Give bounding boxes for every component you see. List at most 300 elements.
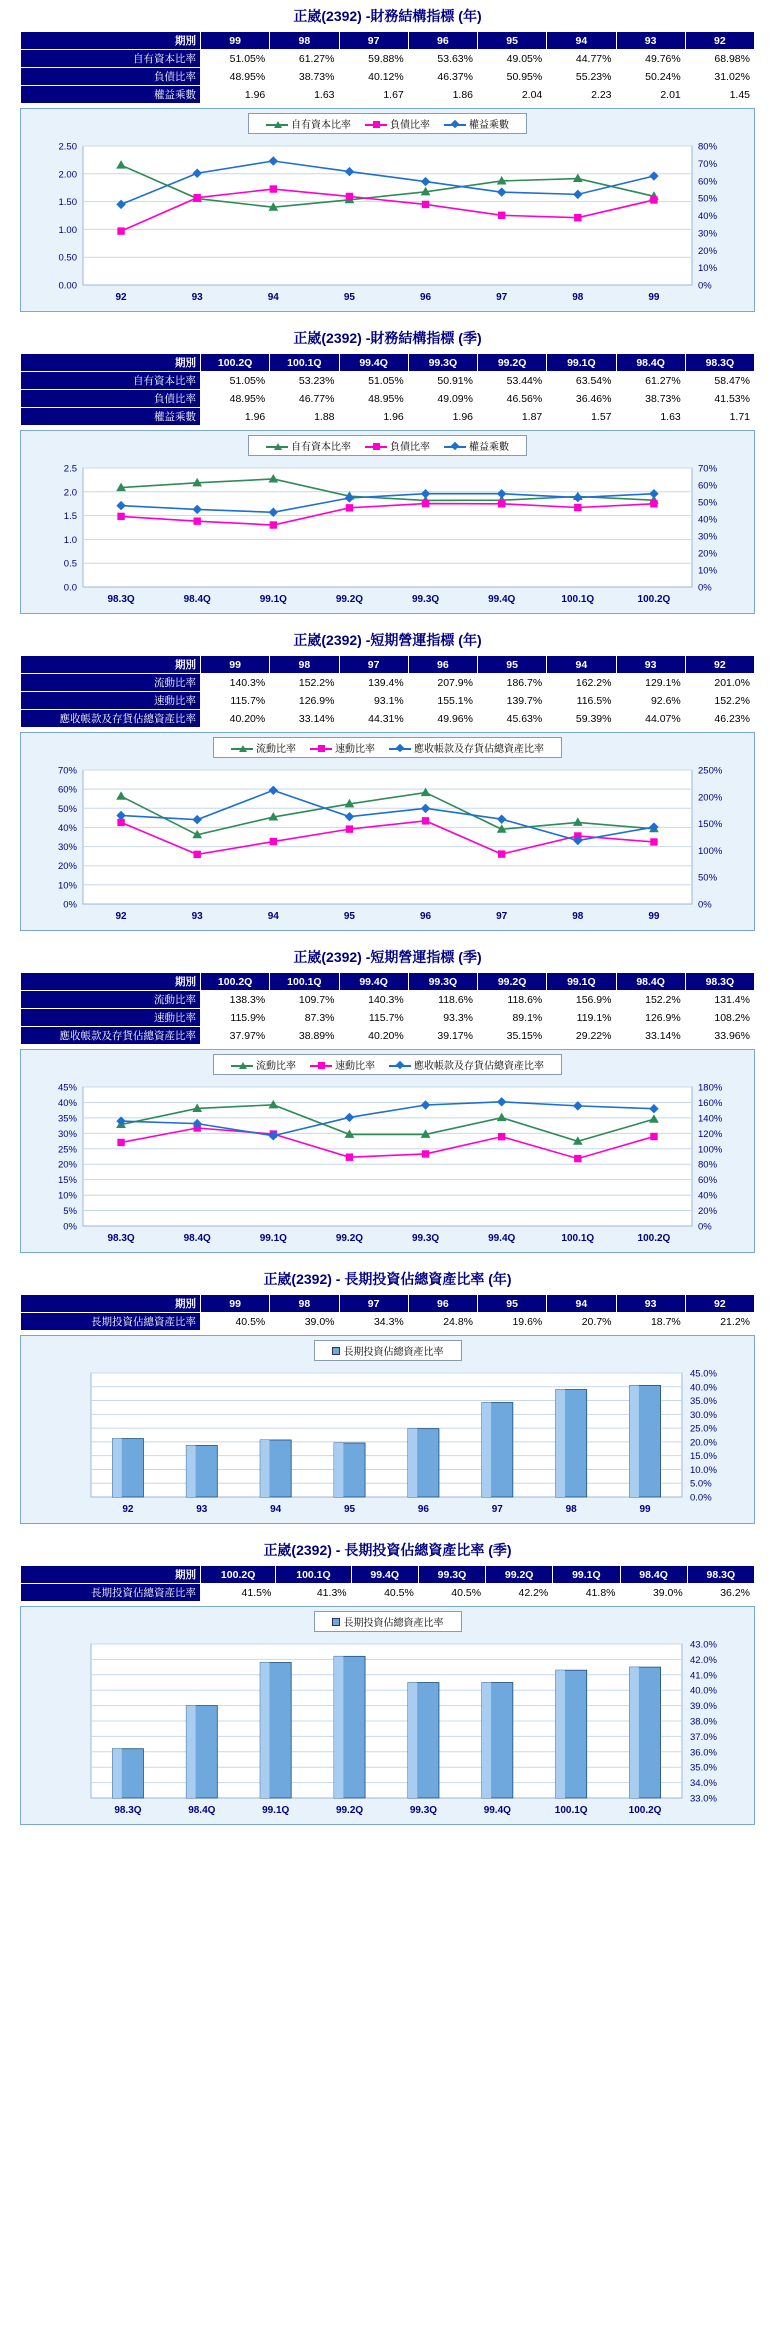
table-row: [21, 1009, 755, 1027]
table-cell: 39.0%: [270, 1313, 339, 1331]
svg-text:30.0%: 30.0%: [690, 1409, 717, 1421]
data-table: [20, 353, 755, 426]
table-cell: 46.37%: [408, 68, 477, 86]
table-cell: 53.44%: [478, 372, 547, 390]
period-column-header: 99.3Q: [418, 1566, 485, 1584]
table-cell: 41.53%: [685, 390, 754, 408]
legend-label: 自有資本比率: [291, 120, 351, 131]
svg-text:1.50: 1.50: [58, 197, 77, 209]
legend-line: [389, 1065, 411, 1067]
table-cell: 40.5%: [201, 1313, 270, 1331]
table-cell: 33.14%: [616, 1027, 685, 1045]
svg-text:250%: 250%: [698, 765, 723, 777]
svg-text:45%: 45%: [57, 1082, 77, 1094]
table-cell: 140.3%: [201, 674, 270, 692]
svg-text:100.2Q: 100.2Q: [637, 1233, 671, 1244]
table-row: [21, 372, 755, 390]
legend-label: 長期投資佔總資產比率: [343, 1618, 444, 1629]
legend-marker: [373, 121, 380, 128]
svg-text:5%: 5%: [63, 1206, 77, 1218]
table-cell: 152.2%: [685, 692, 754, 710]
legend-label: 權益乘數: [469, 120, 509, 131]
period-column-header: 97: [339, 32, 408, 50]
table-header-row: [21, 354, 755, 372]
legend-line: [365, 124, 387, 126]
section-title: 正崴(2392) -短期營運指標 (季): [293, 949, 482, 965]
section-title: 正崴(2392) -財務結構指標 (年): [293, 8, 482, 24]
chart-legend: [21, 1050, 754, 1077]
period-column-header: 98.4Q: [616, 973, 685, 991]
svg-text:40%: 40%: [57, 1097, 77, 1109]
table-cell: 59.88%: [339, 50, 408, 68]
svg-text:99: 99: [648, 911, 660, 922]
table-cell: 55.23%: [547, 68, 616, 86]
svg-text:36.0%: 36.0%: [690, 1747, 717, 1759]
svg-text:99: 99: [648, 292, 660, 303]
svg-text:99.2Q: 99.2Q: [335, 1233, 364, 1244]
table-cell: 186.7%: [478, 674, 547, 692]
legend-swatch: [332, 1618, 340, 1626]
row-label: 應收帳款及存貨佔總資產比率: [21, 710, 201, 728]
svg-text:33.0%: 33.0%: [690, 1793, 717, 1805]
data-table: [20, 1565, 755, 1602]
chart-legend: [21, 109, 754, 136]
svg-text:97: 97: [496, 292, 508, 303]
legend-line: [310, 748, 332, 750]
table-cell: 48.95%: [339, 390, 408, 408]
svg-text:0%: 0%: [63, 1221, 77, 1233]
chart-canvas: [21, 1077, 754, 1252]
legend-line: [365, 446, 387, 448]
table-cell: 1.45: [685, 86, 754, 104]
svg-text:45.0%: 45.0%: [690, 1368, 717, 1380]
table-cell: 41.8%: [553, 1584, 620, 1602]
svg-text:70%: 70%: [698, 463, 718, 475]
svg-text:60%: 60%: [698, 480, 718, 492]
svg-text:37.0%: 37.0%: [690, 1731, 717, 1743]
chart-legend: [21, 1607, 754, 1634]
svg-text:98.4Q: 98.4Q: [183, 1233, 211, 1244]
table-cell: 31.02%: [685, 68, 754, 86]
legend-line: [444, 446, 466, 448]
legend-item: [365, 116, 430, 131]
table-cell: 35.15%: [478, 1027, 547, 1045]
plot-area: [21, 1077, 754, 1252]
table-cell: 115.7%: [201, 692, 270, 710]
plot-area: [21, 1634, 754, 1824]
table-cell: 40.5%: [418, 1584, 485, 1602]
table-header-row: [21, 1295, 755, 1313]
legend-line: [444, 124, 466, 126]
table-cell: 50.91%: [408, 372, 477, 390]
chart-container: [20, 732, 755, 931]
legend-label: 負債比率: [390, 442, 430, 453]
data-table: [20, 655, 755, 728]
table-cell: 126.9%: [270, 692, 339, 710]
table-row: [21, 674, 755, 692]
svg-text:50%: 50%: [698, 193, 718, 205]
svg-text:40%: 40%: [57, 822, 77, 834]
table-cell: 118.6%: [408, 991, 477, 1009]
table-cell: 61.27%: [270, 50, 339, 68]
svg-text:60%: 60%: [698, 176, 718, 188]
table-cell: 1.71: [685, 408, 754, 426]
svg-text:0%: 0%: [698, 1221, 712, 1233]
period-column-header: 100.1Q: [276, 1566, 351, 1584]
period-column-header: 100.1Q: [270, 354, 339, 372]
period-column-header: 97: [339, 1295, 408, 1313]
table-cell: 201.0%: [685, 674, 754, 692]
table-cell: 20.7%: [547, 1313, 616, 1331]
svg-text:15.0%: 15.0%: [690, 1451, 717, 1463]
legend-box: [213, 737, 562, 758]
svg-text:41.0%: 41.0%: [690, 1670, 717, 1682]
svg-text:70%: 70%: [698, 158, 718, 170]
table-header-row: [21, 32, 755, 50]
legend-item: [266, 438, 351, 453]
legend-box: [248, 435, 527, 456]
period-column-header: 99: [201, 656, 270, 674]
table-cell: 33.96%: [685, 1027, 754, 1045]
row-label: 負債比率: [21, 68, 201, 86]
table-cell: 45.63%: [478, 710, 547, 728]
period-column-header: 94: [547, 1295, 616, 1313]
period-column-header: 99.1Q: [547, 354, 616, 372]
svg-text:50%: 50%: [698, 872, 718, 884]
table-row: [21, 68, 755, 86]
table-header-row: [21, 1566, 755, 1584]
svg-text:98.3Q: 98.3Q: [107, 594, 135, 605]
svg-text:35.0%: 35.0%: [690, 1762, 717, 1774]
svg-text:100.2Q: 100.2Q: [628, 1805, 662, 1816]
legend-item: [389, 1057, 544, 1072]
legend-swatch: [332, 1347, 340, 1355]
table-cell: 33.14%: [270, 710, 339, 728]
period-column-header: 98.3Q: [687, 1566, 754, 1584]
plot-area: [21, 458, 754, 613]
table-cell: 1.63: [270, 86, 339, 104]
svg-text:30%: 30%: [698, 531, 718, 543]
svg-text:10%: 10%: [57, 880, 77, 892]
svg-text:99.1Q: 99.1Q: [259, 1233, 287, 1244]
table-cell: 207.9%: [408, 674, 477, 692]
table-cell: 49.96%: [408, 710, 477, 728]
table-cell: 40.20%: [339, 1027, 408, 1045]
svg-text:43.0%: 43.0%: [690, 1639, 717, 1651]
svg-text:93: 93: [191, 292, 203, 303]
table-row: [21, 1584, 755, 1602]
svg-text:0.00: 0.00: [58, 280, 77, 292]
table-cell: 152.2%: [616, 991, 685, 1009]
svg-text:40.0%: 40.0%: [690, 1382, 717, 1394]
legend-marker: [239, 745, 247, 752]
svg-text:50%: 50%: [57, 803, 77, 815]
table-cell: 51.05%: [339, 372, 408, 390]
legend-line: [231, 1065, 253, 1067]
legend-line: [231, 748, 253, 750]
svg-text:100%: 100%: [698, 845, 723, 857]
table-cell: 116.5%: [547, 692, 616, 710]
svg-text:10%: 10%: [698, 263, 718, 275]
row-label: 負債比率: [21, 390, 201, 408]
table-cell: 138.3%: [201, 991, 270, 1009]
data-table: [20, 31, 755, 104]
svg-text:92: 92: [122, 1504, 134, 1515]
svg-text:180%: 180%: [698, 1082, 723, 1094]
chart-container: [20, 430, 755, 614]
legend-marker: [239, 1062, 247, 1069]
table-cell: 1.96: [201, 408, 270, 426]
legend-marker: [451, 442, 459, 450]
table-cell: 1.57: [547, 408, 616, 426]
svg-text:40.0%: 40.0%: [690, 1685, 717, 1697]
period-column-header: 98: [270, 1295, 339, 1313]
svg-text:160%: 160%: [698, 1097, 723, 1109]
legend-label: 自有資本比率: [291, 442, 351, 453]
table-row: [21, 692, 755, 710]
svg-text:20%: 20%: [57, 861, 77, 873]
chart-legend: [21, 431, 754, 458]
svg-text:42.0%: 42.0%: [690, 1654, 717, 1666]
svg-text:99.4Q: 99.4Q: [488, 594, 516, 605]
table-cell: 40.5%: [351, 1584, 418, 1602]
row-label: 流動比率: [21, 991, 201, 1009]
table-cell: 59.39%: [547, 710, 616, 728]
legend-line: [389, 748, 411, 750]
table-cell: 34.3%: [339, 1313, 408, 1331]
svg-text:0%: 0%: [63, 899, 77, 911]
svg-text:98.4Q: 98.4Q: [183, 594, 211, 605]
legend-line: [266, 124, 288, 126]
period-column-header: 100.2Q: [201, 973, 270, 991]
table-cell: 39.0%: [620, 1584, 687, 1602]
table-cell: 129.1%: [616, 674, 685, 692]
svg-text:100%: 100%: [698, 1144, 723, 1156]
table-cell: 46.23%: [685, 710, 754, 728]
table-cell: 87.3%: [270, 1009, 339, 1027]
table-cell: 1.63: [616, 408, 685, 426]
table-cell: 50.95%: [478, 68, 547, 86]
table-cell: 118.6%: [478, 991, 547, 1009]
table-cell: 115.7%: [339, 1009, 408, 1027]
legend-marker: [451, 120, 459, 128]
table-cell: 2.01: [616, 86, 685, 104]
svg-text:0%: 0%: [698, 582, 712, 594]
legend-label: 速動比率: [335, 744, 375, 755]
report-section: [0, 1534, 775, 1825]
svg-text:96: 96: [420, 292, 432, 303]
plot-area: [21, 1363, 754, 1523]
legend-item: [310, 740, 375, 755]
table-cell: 38.89%: [270, 1027, 339, 1045]
table-cell: 93.3%: [408, 1009, 477, 1027]
svg-text:99.2Q: 99.2Q: [335, 1805, 364, 1816]
legend-marker: [396, 1061, 404, 1069]
table-cell: 19.6%: [478, 1313, 547, 1331]
period-column-header: 100.2Q: [201, 354, 270, 372]
table-row: [21, 710, 755, 728]
svg-text:100.1Q: 100.1Q: [561, 594, 595, 605]
svg-text:1.5: 1.5: [63, 511, 77, 523]
table-cell: 24.8%: [408, 1313, 477, 1331]
row-label: 長期投資佔總資產比率: [21, 1313, 201, 1331]
svg-text:0%: 0%: [698, 280, 712, 292]
table-cell: 139.7%: [478, 692, 547, 710]
period-column-header: 94: [547, 32, 616, 50]
period-column-header: 98.4Q: [620, 1566, 687, 1584]
svg-text:99.3Q: 99.3Q: [411, 1233, 440, 1244]
row-label: 流動比率: [21, 674, 201, 692]
table-cell: 92.6%: [616, 692, 685, 710]
section-title: 正崴(2392) -財務結構指標 (季): [293, 330, 482, 346]
period-column-header: 98: [270, 656, 339, 674]
table-cell: 89.1%: [478, 1009, 547, 1027]
period-column-header: 93: [616, 32, 685, 50]
svg-text:60%: 60%: [698, 1175, 718, 1187]
legend-item: [365, 438, 430, 453]
legend-marker: [274, 121, 282, 128]
table-cell: 21.2%: [685, 1313, 754, 1331]
table-cell: 46.77%: [270, 390, 339, 408]
table-cell: 1.86: [408, 86, 477, 104]
table-cell: 139.4%: [339, 674, 408, 692]
table-cell: 48.95%: [201, 390, 270, 408]
section-title: 正崴(2392) -短期營運指標 (年): [293, 632, 482, 648]
svg-text:30%: 30%: [57, 1128, 77, 1140]
svg-text:99.4Q: 99.4Q: [488, 1233, 516, 1244]
table-cell: 126.9%: [616, 1009, 685, 1027]
legend-item: [266, 116, 351, 131]
legend-label: 流動比率: [256, 1061, 296, 1072]
svg-text:100.1Q: 100.1Q: [554, 1805, 588, 1816]
svg-text:94: 94: [270, 1504, 282, 1515]
period-column-header: 97: [339, 656, 408, 674]
period-column-header: 99: [201, 32, 270, 50]
table-cell: 119.1%: [547, 1009, 616, 1027]
svg-text:30%: 30%: [57, 842, 77, 854]
svg-text:40%: 40%: [698, 1190, 718, 1202]
row-label: 權益乘數: [21, 86, 201, 104]
table-row: [21, 408, 755, 426]
legend-item: [444, 438, 509, 453]
period-column-header: 95: [478, 1295, 547, 1313]
svg-text:25.0%: 25.0%: [690, 1423, 717, 1435]
table-cell: 50.24%: [616, 68, 685, 86]
svg-text:80%: 80%: [698, 141, 718, 153]
svg-text:10%: 10%: [698, 565, 718, 577]
table-cell: 63.54%: [547, 372, 616, 390]
legend-item: [332, 1343, 444, 1358]
period-header: 期別: [21, 656, 201, 674]
table-cell: 1.96: [201, 86, 270, 104]
legend-marker: [318, 745, 325, 752]
legend-item: [332, 1614, 444, 1629]
table-header-row: [21, 973, 755, 991]
period-column-header: 100.2Q: [201, 1566, 276, 1584]
svg-text:99.2Q: 99.2Q: [335, 594, 364, 605]
table-cell: 44.31%: [339, 710, 408, 728]
legend-item: [310, 1057, 375, 1072]
svg-text:20%: 20%: [698, 245, 718, 257]
table-cell: 68.98%: [685, 50, 754, 68]
svg-text:98: 98: [572, 911, 584, 922]
table-cell: 44.77%: [547, 50, 616, 68]
table-row: [21, 991, 755, 1009]
period-column-header: 95: [478, 32, 547, 50]
report-section: [0, 322, 775, 614]
section-title: 正崴(2392) - 長期投資佔總資產比率 (年): [263, 1271, 512, 1287]
data-table: [20, 1294, 755, 1331]
svg-text:1.00: 1.00: [58, 224, 77, 236]
table-row: [21, 50, 755, 68]
row-label: 應收帳款及存貨佔總資產比率: [21, 1027, 201, 1045]
table-cell: 49.05%: [478, 50, 547, 68]
svg-text:98: 98: [565, 1504, 577, 1515]
svg-text:94: 94: [267, 292, 279, 303]
legend-marker: [396, 744, 404, 752]
report-section: [0, 0, 775, 312]
report-section: [0, 941, 775, 1253]
svg-text:98.3Q: 98.3Q: [114, 1805, 142, 1816]
legend-marker: [373, 443, 380, 450]
table-row: [21, 390, 755, 408]
period-column-header: 92: [685, 32, 754, 50]
table-cell: 41.5%: [201, 1584, 276, 1602]
svg-text:94: 94: [267, 911, 279, 922]
svg-text:96: 96: [420, 911, 432, 922]
period-column-header: 99: [201, 1295, 270, 1313]
table-cell: 49.09%: [408, 390, 477, 408]
period-column-header: 92: [685, 656, 754, 674]
row-label: 權益乘數: [21, 408, 201, 426]
table-cell: 44.07%: [616, 710, 685, 728]
svg-text:99.1Q: 99.1Q: [259, 594, 287, 605]
period-column-header: 100.1Q: [270, 973, 339, 991]
svg-text:40%: 40%: [698, 514, 718, 526]
chart-canvas: [21, 136, 754, 311]
svg-text:35.0%: 35.0%: [690, 1396, 717, 1408]
table-cell: 115.9%: [201, 1009, 270, 1027]
svg-text:0.0: 0.0: [63, 582, 77, 594]
svg-text:2.50: 2.50: [58, 141, 77, 153]
row-label: 速動比率: [21, 692, 201, 710]
legend-label: 應收帳款及存貨佔總資產比率: [414, 1061, 544, 1072]
period-column-header: 96: [408, 1295, 477, 1313]
svg-text:98.3Q: 98.3Q: [107, 1233, 135, 1244]
table-cell: 38.73%: [270, 68, 339, 86]
table-cell: 18.7%: [616, 1313, 685, 1331]
svg-text:100.1Q: 100.1Q: [561, 1233, 595, 1244]
period-column-header: 98.3Q: [685, 973, 754, 991]
legend-label: 應收帳款及存貨佔總資產比率: [414, 744, 544, 755]
legend-marker: [274, 443, 282, 450]
table-cell: 39.17%: [408, 1027, 477, 1045]
table-cell: 40.12%: [339, 68, 408, 86]
svg-text:99.4Q: 99.4Q: [483, 1805, 511, 1816]
table-cell: 51.05%: [201, 372, 270, 390]
svg-text:93: 93: [191, 911, 203, 922]
svg-text:10.0%: 10.0%: [690, 1464, 717, 1476]
data-table: [20, 972, 755, 1045]
chart-container: [20, 1335, 755, 1524]
svg-text:5.0%: 5.0%: [690, 1478, 712, 1490]
table-cell: 108.2%: [685, 1009, 754, 1027]
table-cell: 41.3%: [276, 1584, 351, 1602]
period-column-header: 99.2Q: [478, 973, 547, 991]
table-cell: 93.1%: [339, 692, 408, 710]
period-column-header: 93: [616, 656, 685, 674]
period-column-header: 95: [478, 656, 547, 674]
